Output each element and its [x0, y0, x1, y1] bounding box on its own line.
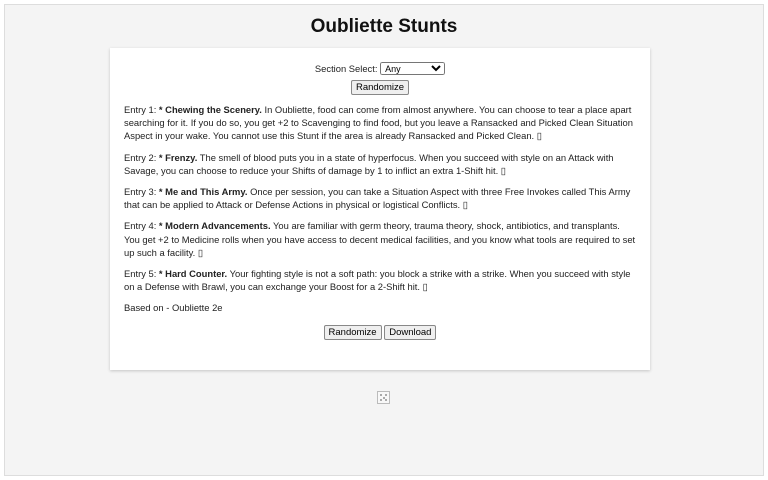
entry — [124, 219, 636, 259]
entry-name: * Me and This Army. — [158, 186, 248, 198]
entry — [124, 267, 636, 293]
content-card — [110, 48, 650, 370]
based-on: Based on - Oubliette 2e — [124, 302, 223, 314]
copy-icon[interactable]: ▯ — [500, 164, 506, 176]
entry-text: The smell of blood puts you in a state of hyperfocus. When you succeed with style on an Attack with Savage, you can choose to reduce your Shifts of damage by 1 to inflict an extra 1-Shift hit. — [124, 151, 614, 176]
dice-icon[interactable] — [377, 391, 390, 404]
randomize-button[interactable]: Randomize — [324, 325, 382, 340]
copy-icon[interactable]: ▯ — [462, 199, 468, 211]
section-select-row — [124, 62, 636, 75]
entry-prefix: Entry 4: — [124, 220, 157, 232]
entry — [124, 151, 636, 177]
copy-icon[interactable]: ▯ — [536, 130, 542, 142]
section-select-label: Section Select: — [314, 63, 378, 74]
entry-text: In Oubliette, food can come from almost anywhere. You can choose to tear a place apart searching for it. If you do so, you get +2 to Scavenging to find food, but you leave a Ransacked and Picked Clean Situation Aspect in your wake. You cannot use this Stunt if the area is already Ransacked and Picked Clean. — [124, 104, 633, 142]
entry — [124, 185, 636, 211]
entry-text: You are familiar with germ theory, trauma theory, shock, antibiotics, and transplants. You get +2 to Medicine rolls when you have access to decent medical facilities, and you know what tools are required to set up such a facility. — [124, 220, 636, 258]
entry-name: * Chewing the Scenery. — [158, 104, 262, 115]
page-title: Oubliette Stunts — [310, 16, 458, 37]
entry-prefix: Entry 5: — [124, 268, 157, 280]
download-button[interactable]: Download — [384, 325, 436, 340]
entry-prefix: Entry 3: — [124, 186, 157, 198]
randomize-button-top[interactable]: Randomize — [351, 80, 409, 95]
copy-icon[interactable]: ▯ — [197, 246, 203, 258]
entry-name: * Frenzy. — [158, 151, 198, 163]
copy-icon[interactable]: ▯ — [422, 281, 428, 293]
entry-text: Once per session, you can take a Situation Aspect with three Free Invokes called This Army that can be applied to Attack or Defense Actions in physical or logistical Conflicts. — [124, 186, 631, 211]
section-select[interactable] — [380, 62, 445, 75]
entry-prefix: Entry 1: — [124, 104, 157, 115]
entry-prefix: Entry 2: — [124, 151, 157, 163]
entry-text: Your fighting style is not a soft path: you block a strike with a strike. When you succeed with style on a Defense with Brawl, you can exchange your Boost for a 2-Shift hit. — [124, 268, 631, 293]
entry — [124, 103, 636, 143]
entry-name: * Modern Advancements. — [158, 220, 271, 232]
entry-name: * Hard Counter. — [158, 268, 228, 280]
